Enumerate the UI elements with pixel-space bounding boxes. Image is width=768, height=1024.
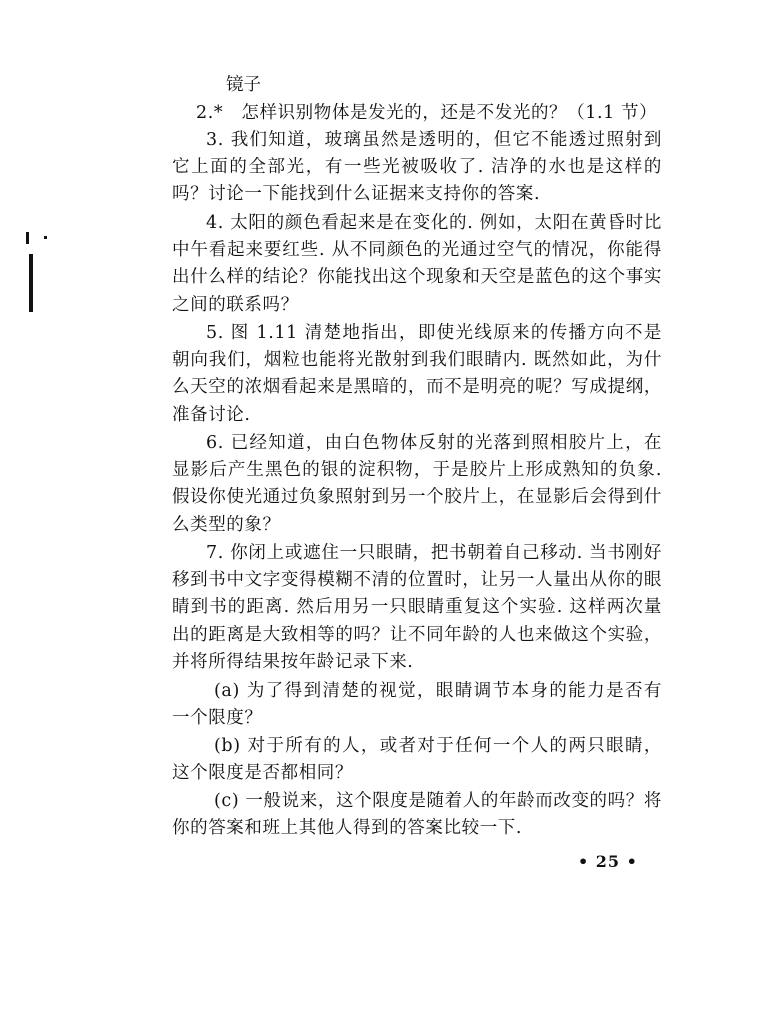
margin-scan-mark-bar bbox=[29, 254, 33, 312]
margin-scan-mark-top bbox=[26, 232, 29, 244]
question-4: 4. 太阳的颜色看起来是在变化的. 例如，太阳在黄昏时比中午看起来要红些. 从不同颜色的光通过空气的情况，你能得出什么样的结论？你能找出这个现象和天空是蓝色的这个事实之间的联系吗？ bbox=[172, 213, 662, 315]
page-number: • 25 • bbox=[578, 852, 638, 871]
question-5: 5. 图 1.11 清楚地指出，即使光线原来的传播方向不是朝向我们，烟粒也能将光散射到我们眼睛内. 既然如此，为什么天空的浓烟看起来是黑暗的，而不是明亮的呢？写成提纲，准备讨论. bbox=[172, 323, 662, 425]
subquestion-a: (a) 为了得到清楚的视觉，眼睛调节本身的能力是否有一个限度？ bbox=[172, 681, 662, 729]
section-heading: 镜子 bbox=[226, 75, 261, 95]
question-6: 6. 已经知道，由白色物体反射的光落到照相胶片上，在显影后产生黑色的银的淀积物，于是胶片上形成熟知的负象. 假设你使光通过负象照射到另一个胶片上，在显影后会得到什么类型的象？ bbox=[172, 433, 662, 535]
subquestion-b: (b) 对于所有的人，或者对于任何一个人的两只眼睛，这个限度是否都相同？ bbox=[172, 736, 662, 784]
subquestion-c: (c) 一般说来，这个限度是随着人的年龄而改变的吗？将你的答案和班上其他人得到的答案比较一下. bbox=[172, 791, 662, 839]
margin-scan-mark-dot bbox=[44, 236, 47, 239]
question-3: 3. 我们知道，玻璃虽然是透明的，但它不能透过照射到它上面的全部光，有一些光被吸收了. 洁净的水也是这样的吗？讨论一下能找到什么证据来支持你的答案. bbox=[172, 130, 662, 205]
question-2: 2.* 怎样识别物体是发光的，还是不发光的？（1.1 节） bbox=[196, 103, 658, 123]
question-7: 7. 你闭上或遮住一只眼睛，把书朝着自己移动. 当书刚好移到书中文字变得模糊不清的位置时，让另一人量出从你的眼睛到书的距离. 然后用另一只眼睛重复这个实验. 这样两次量出的距离是大致相等的吗？让不同年龄的人也来做这个实验，并将所得结果按年龄记录下来. bbox=[172, 543, 662, 672]
